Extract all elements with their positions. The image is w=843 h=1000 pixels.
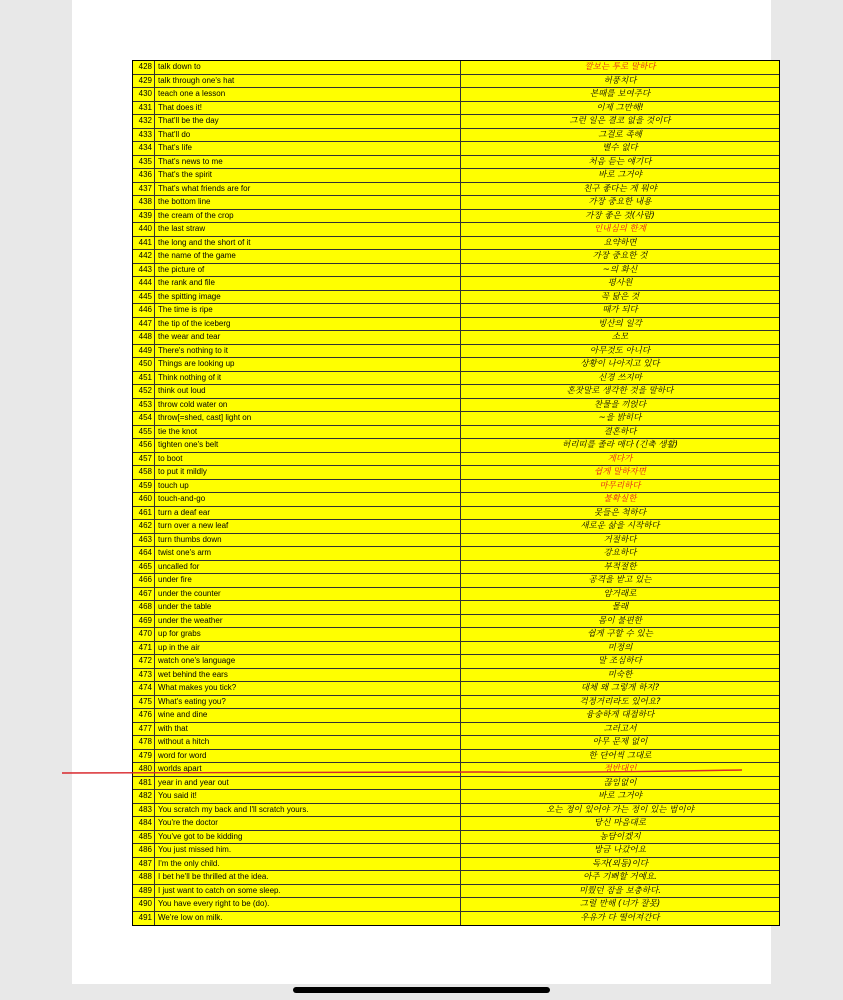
korean-meaning: 상황이 나아지고 있다 bbox=[580, 359, 660, 369]
english-expression: the cream of the crop bbox=[155, 210, 461, 223]
korean-meaning: 암거래로 bbox=[603, 588, 637, 599]
row-number: 470 bbox=[133, 628, 155, 641]
english-expression: the bottom line bbox=[155, 196, 461, 209]
table-row bbox=[133, 547, 779, 561]
row-number: 442 bbox=[133, 250, 155, 263]
english-expression: wine and dine bbox=[155, 709, 461, 722]
korean-meaning: 본때를 보여주다 bbox=[589, 89, 651, 99]
table-row bbox=[133, 88, 779, 102]
row-number: 466 bbox=[133, 574, 155, 587]
english-expression: to put it mildly bbox=[155, 466, 461, 479]
korean-meaning: 그런 일은 결코 없을 것이다 bbox=[569, 116, 671, 126]
row-number: 451 bbox=[133, 372, 155, 385]
english-expression: year in and year out bbox=[155, 777, 461, 790]
row-number: 465 bbox=[133, 561, 155, 574]
english-expression: tighten one's belt bbox=[155, 439, 461, 452]
english-expression: That's the spirit bbox=[155, 169, 461, 182]
english-expression: the tip of the iceberg bbox=[155, 318, 461, 331]
table-row bbox=[133, 615, 779, 629]
row-number: 479 bbox=[133, 750, 155, 763]
row-number: 453 bbox=[133, 399, 155, 412]
english-expression: I just want to catch on some sleep. bbox=[155, 885, 461, 898]
table-row bbox=[133, 304, 779, 318]
table-row bbox=[133, 183, 779, 197]
english-expression: I bet he'll be thrilled at the idea. bbox=[155, 871, 461, 884]
table-row bbox=[133, 682, 779, 696]
korean-meaning: 바로 그거야 bbox=[598, 791, 642, 801]
korean-meaning: 정반대인 bbox=[603, 764, 637, 774]
vocabulary-table bbox=[132, 60, 780, 926]
table-row bbox=[133, 574, 779, 588]
row-number: 457 bbox=[133, 453, 155, 466]
korean-meaning: 쉽게 말하자면 bbox=[594, 467, 646, 477]
row-number: 477 bbox=[133, 723, 155, 736]
table-row bbox=[133, 237, 779, 251]
table-row bbox=[133, 102, 779, 116]
english-expression: under the weather bbox=[155, 615, 461, 628]
row-number: 488 bbox=[133, 871, 155, 884]
english-expression: That does it! bbox=[155, 102, 461, 115]
korean-meaning: 강요하다 bbox=[603, 548, 637, 558]
korean-meaning: 그럴 만해 (너가 잘못) bbox=[579, 899, 661, 909]
table-row bbox=[133, 858, 779, 872]
table-row bbox=[133, 723, 779, 737]
english-expression: with that bbox=[155, 723, 461, 736]
korean-meaning: 공격을 받고 있는 bbox=[588, 575, 652, 585]
english-expression: You said it! bbox=[155, 790, 461, 803]
english-expression: think out loud bbox=[155, 385, 461, 398]
english-expression: You've got to be kidding bbox=[155, 831, 461, 844]
table-row bbox=[133, 345, 779, 359]
row-number: 467 bbox=[133, 588, 155, 601]
korean-meaning: 그러고서 bbox=[603, 723, 637, 734]
english-expression: What makes you tick? bbox=[155, 682, 461, 695]
korean-meaning: 쉽게 구할 수 있는 bbox=[587, 629, 653, 639]
korean-meaning: 요약하면 bbox=[603, 237, 637, 248]
row-number: 485 bbox=[133, 831, 155, 844]
korean-meaning: 친구 좋다는 게 뭐야 bbox=[583, 183, 657, 194]
english-expression: That's what friends are for bbox=[155, 183, 461, 196]
table-row bbox=[133, 777, 779, 791]
table-row bbox=[133, 844, 779, 858]
row-number: 489 bbox=[133, 885, 155, 898]
row-number: 472 bbox=[133, 655, 155, 668]
table-row bbox=[133, 210, 779, 224]
row-number: 462 bbox=[133, 520, 155, 533]
table-row bbox=[133, 750, 779, 764]
table-row bbox=[133, 426, 779, 440]
korean-meaning: 미뤘던 잠을 보충하다. bbox=[578, 885, 661, 896]
table-row bbox=[133, 790, 779, 804]
english-expression: That'll be the day bbox=[155, 115, 461, 128]
english-expression: turn over a new leaf bbox=[155, 520, 461, 533]
table-row bbox=[133, 655, 779, 669]
table-row bbox=[133, 453, 779, 467]
row-number: 483 bbox=[133, 804, 155, 817]
english-expression: Things are looking up bbox=[155, 358, 461, 371]
korean-meaning: 걱정거리라도 있어요? bbox=[579, 696, 661, 707]
row-number: 486 bbox=[133, 844, 155, 857]
table-row bbox=[133, 912, 779, 926]
english-expression: We're low on milk. bbox=[155, 912, 461, 926]
table-row bbox=[133, 534, 779, 548]
korean-meaning: 몸이 불편한 bbox=[598, 615, 642, 626]
english-expression: Think nothing of it bbox=[155, 372, 461, 385]
korean-meaning: 끊임없이 bbox=[603, 777, 637, 788]
korean-meaning: 허풍치다 bbox=[603, 75, 637, 86]
english-expression: talk through one's hat bbox=[155, 75, 461, 88]
table-row bbox=[133, 412, 779, 426]
table-row bbox=[133, 669, 779, 683]
korean-meaning: 방금 나갔어요 bbox=[594, 845, 646, 855]
table-row bbox=[133, 628, 779, 642]
english-expression: talk down to bbox=[155, 61, 461, 74]
row-number: 446 bbox=[133, 304, 155, 317]
english-expression: up in the air bbox=[155, 642, 461, 655]
english-expression: The time is ripe bbox=[155, 304, 461, 317]
korean-meaning: 한 단어씩 그대로 bbox=[588, 750, 652, 761]
row-number: 490 bbox=[133, 898, 155, 911]
table-row bbox=[133, 507, 779, 521]
english-expression: That's life bbox=[155, 142, 461, 155]
table-row bbox=[133, 709, 779, 723]
table-row bbox=[133, 898, 779, 912]
korean-meaning: 허리띠를 졸라 매다 (긴축 생활) bbox=[562, 440, 678, 450]
english-expression: wet behind the ears bbox=[155, 669, 461, 682]
english-expression: There's nothing to it bbox=[155, 345, 461, 358]
row-number: 440 bbox=[133, 223, 155, 236]
korean-meaning: 당신 마음대로 bbox=[594, 818, 646, 828]
english-expression: up for grabs bbox=[155, 628, 461, 641]
english-expression: the picture of bbox=[155, 264, 461, 277]
english-expression: You scratch my back and I'll scratch yours. bbox=[155, 804, 461, 817]
table-row bbox=[133, 588, 779, 602]
table-row bbox=[133, 250, 779, 264]
table-row bbox=[133, 885, 779, 899]
row-number: 461 bbox=[133, 507, 155, 520]
row-number: 460 bbox=[133, 493, 155, 506]
table-row bbox=[133, 142, 779, 156]
english-expression: worlds apart bbox=[155, 763, 461, 776]
english-expression: You're the doctor bbox=[155, 817, 461, 830]
english-expression: That's news to me bbox=[155, 156, 461, 169]
row-number: 438 bbox=[133, 196, 155, 209]
table-row bbox=[133, 601, 779, 615]
document-page bbox=[72, 0, 771, 984]
row-number: 487 bbox=[133, 858, 155, 871]
korean-meaning: 새로운 삶을 시작하다 bbox=[580, 521, 660, 531]
table-row bbox=[133, 642, 779, 656]
row-number: 432 bbox=[133, 115, 155, 128]
table-row bbox=[133, 264, 779, 278]
english-expression: tie the knot bbox=[155, 426, 461, 439]
row-number: 431 bbox=[133, 102, 155, 115]
korean-meaning: 가장 중요한 내용 bbox=[588, 197, 652, 207]
english-expression: the last straw bbox=[155, 223, 461, 236]
table-row bbox=[133, 196, 779, 210]
english-expression: turn a deaf ear bbox=[155, 507, 461, 520]
korean-meaning: 농담이겠지 bbox=[599, 831, 641, 842]
row-number: 436 bbox=[133, 169, 155, 182]
row-number: 463 bbox=[133, 534, 155, 547]
korean-meaning: 불확실한 bbox=[603, 494, 637, 504]
korean-meaning: 마무리하다 bbox=[599, 480, 641, 491]
english-expression: word for word bbox=[155, 750, 461, 763]
korean-meaning: 몰래 bbox=[611, 602, 629, 612]
row-number: 444 bbox=[133, 277, 155, 290]
table-row bbox=[133, 561, 779, 575]
korean-meaning: 오는 정이 있어야 가는 정이 있는 법이야 bbox=[546, 804, 694, 815]
korean-meaning: 바로 그거야 bbox=[598, 170, 642, 180]
table-row bbox=[133, 439, 779, 453]
table-row bbox=[133, 399, 779, 413]
korean-meaning: 게다가 bbox=[607, 453, 633, 464]
korean-meaning: 이제 그만해! bbox=[596, 102, 644, 113]
table-row bbox=[133, 696, 779, 710]
row-number: 469 bbox=[133, 615, 155, 628]
table-row bbox=[133, 372, 779, 386]
korean-meaning: 꼭 닮은 것 bbox=[600, 291, 640, 302]
table-row bbox=[133, 385, 779, 399]
row-number: 430 bbox=[133, 88, 155, 101]
row-number: 434 bbox=[133, 142, 155, 155]
english-expression: the wear and tear bbox=[155, 331, 461, 344]
english-expression: turn thumbs down bbox=[155, 534, 461, 547]
english-expression: the spitting image bbox=[155, 291, 461, 304]
row-number: 471 bbox=[133, 642, 155, 655]
row-number: 458 bbox=[133, 466, 155, 479]
korean-meaning: 부적절한 bbox=[603, 561, 637, 572]
table-row bbox=[133, 169, 779, 183]
home-indicator[interactable] bbox=[293, 987, 550, 993]
korean-meaning: 때가 되다 bbox=[602, 305, 638, 315]
row-number: 454 bbox=[133, 412, 155, 425]
table-row bbox=[133, 358, 779, 372]
table-row bbox=[133, 75, 779, 89]
english-expression: That'll do bbox=[155, 129, 461, 142]
korean-meaning: 인내심의 한계 bbox=[594, 224, 646, 234]
row-number: 439 bbox=[133, 210, 155, 223]
row-number: 448 bbox=[133, 331, 155, 344]
korean-meaning: 말 조심하다 bbox=[598, 656, 642, 666]
row-number: 447 bbox=[133, 318, 155, 331]
korean-meaning: 대체 왜 그렇게 하지? bbox=[580, 683, 660, 693]
korean-meaning: 아주 기뻐할 거예요. bbox=[583, 872, 657, 882]
english-expression: under the table bbox=[155, 601, 461, 614]
korean-meaning: 못들은 척하다 bbox=[594, 507, 646, 518]
row-number: 429 bbox=[133, 75, 155, 88]
korean-meaning: 가장 좋은 것(사람) bbox=[585, 210, 655, 221]
english-expression: the rank and file bbox=[155, 277, 461, 290]
korean-meaning: 가장 중요한 것 bbox=[592, 251, 648, 261]
english-expression: under fire bbox=[155, 574, 461, 587]
row-number: 464 bbox=[133, 547, 155, 560]
korean-meaning: 거절하다 bbox=[603, 534, 637, 545]
english-expression: watch one's language bbox=[155, 655, 461, 668]
row-number: 428 bbox=[133, 61, 155, 74]
english-expression: teach one a lesson bbox=[155, 88, 461, 101]
korean-meaning: 미숙한 bbox=[607, 669, 633, 680]
korean-meaning: 미정의 bbox=[607, 642, 633, 653]
table-row bbox=[133, 115, 779, 129]
english-expression: twist one's arm bbox=[155, 547, 461, 560]
row-number: 437 bbox=[133, 183, 155, 196]
korean-meaning: 깔보는 투로 말하다 bbox=[584, 62, 656, 72]
table-row bbox=[133, 129, 779, 143]
korean-meaning: 혼잣말로 생각한 것을 말하다 bbox=[566, 386, 674, 396]
row-number: 482 bbox=[133, 790, 155, 803]
row-number: 450 bbox=[133, 358, 155, 371]
row-number: 468 bbox=[133, 601, 155, 614]
english-expression: the name of the game bbox=[155, 250, 461, 263]
korean-meaning: ~을 밝히다 bbox=[598, 413, 642, 423]
row-number: 474 bbox=[133, 682, 155, 695]
english-expression: touch up bbox=[155, 480, 461, 493]
english-expression: You have every right to be (do). bbox=[155, 898, 461, 911]
english-expression: touch-and-go bbox=[155, 493, 461, 506]
korean-meaning: 아무것도 아니다 bbox=[589, 345, 651, 356]
english-expression: uncalled for bbox=[155, 561, 461, 574]
korean-meaning: 결혼하다 bbox=[603, 426, 637, 437]
english-expression: the long and the short of it bbox=[155, 237, 461, 250]
table-row bbox=[133, 318, 779, 332]
korean-meaning: 융숭하게 대접하다 bbox=[585, 710, 655, 720]
english-expression: You just missed him. bbox=[155, 844, 461, 857]
row-number: 456 bbox=[133, 439, 155, 452]
row-number: 484 bbox=[133, 817, 155, 830]
english-expression: to boot bbox=[155, 453, 461, 466]
row-number: 452 bbox=[133, 385, 155, 398]
table-row bbox=[133, 291, 779, 305]
table-row bbox=[133, 871, 779, 885]
table-row bbox=[133, 736, 779, 750]
korean-meaning: 빙산의 일각 bbox=[598, 318, 642, 329]
row-number: 443 bbox=[133, 264, 155, 277]
row-number: 491 bbox=[133, 912, 155, 926]
table-row bbox=[133, 466, 779, 480]
english-expression: without a hitch bbox=[155, 736, 461, 749]
english-expression: throw[=shed, cast] light on bbox=[155, 412, 461, 425]
table-row bbox=[133, 156, 779, 170]
korean-meaning: 평사원 bbox=[607, 278, 633, 288]
korean-meaning: 아무 문제 없이 bbox=[592, 737, 648, 747]
korean-meaning: 찬물을 끼얹다 bbox=[594, 399, 646, 410]
table-row bbox=[133, 61, 779, 75]
korean-meaning: 독자(외동)이다 bbox=[592, 858, 648, 869]
red-pen-underline bbox=[62, 769, 742, 775]
table-row bbox=[133, 817, 779, 831]
korean-meaning: 소모 bbox=[611, 332, 629, 342]
table-row bbox=[133, 331, 779, 345]
row-number: 480 bbox=[133, 763, 155, 776]
english-expression: What's eating you? bbox=[155, 696, 461, 709]
row-number: 435 bbox=[133, 156, 155, 169]
korean-meaning: 우유가 다 떨어져간다 bbox=[580, 912, 660, 923]
row-number: 455 bbox=[133, 426, 155, 439]
row-number: 478 bbox=[133, 736, 155, 749]
table-row bbox=[133, 520, 779, 534]
row-number: 449 bbox=[133, 345, 155, 358]
table-row bbox=[133, 480, 779, 494]
korean-meaning: 처음 듣는 얘기다 bbox=[588, 156, 652, 167]
row-number: 433 bbox=[133, 129, 155, 142]
row-number: 441 bbox=[133, 237, 155, 250]
table-row bbox=[133, 277, 779, 291]
korean-meaning: 그걸로 족해 bbox=[598, 129, 642, 140]
table-row bbox=[133, 804, 779, 818]
table-row bbox=[133, 493, 779, 507]
korean-meaning: 신경 쓰지마 bbox=[598, 372, 642, 383]
english-expression: I'm the only child. bbox=[155, 858, 461, 871]
english-expression: throw cold water on bbox=[155, 399, 461, 412]
row-number: 475 bbox=[133, 696, 155, 709]
korean-meaning: 별수 없다 bbox=[602, 143, 638, 153]
table-row bbox=[133, 831, 779, 845]
row-number: 445 bbox=[133, 291, 155, 304]
row-number: 473 bbox=[133, 669, 155, 682]
row-number: 476 bbox=[133, 709, 155, 722]
english-expression: under the counter bbox=[155, 588, 461, 601]
row-number: 481 bbox=[133, 777, 155, 790]
korean-meaning: ~의 화신 bbox=[602, 264, 638, 275]
row-number: 459 bbox=[133, 480, 155, 493]
table-row bbox=[133, 223, 779, 237]
